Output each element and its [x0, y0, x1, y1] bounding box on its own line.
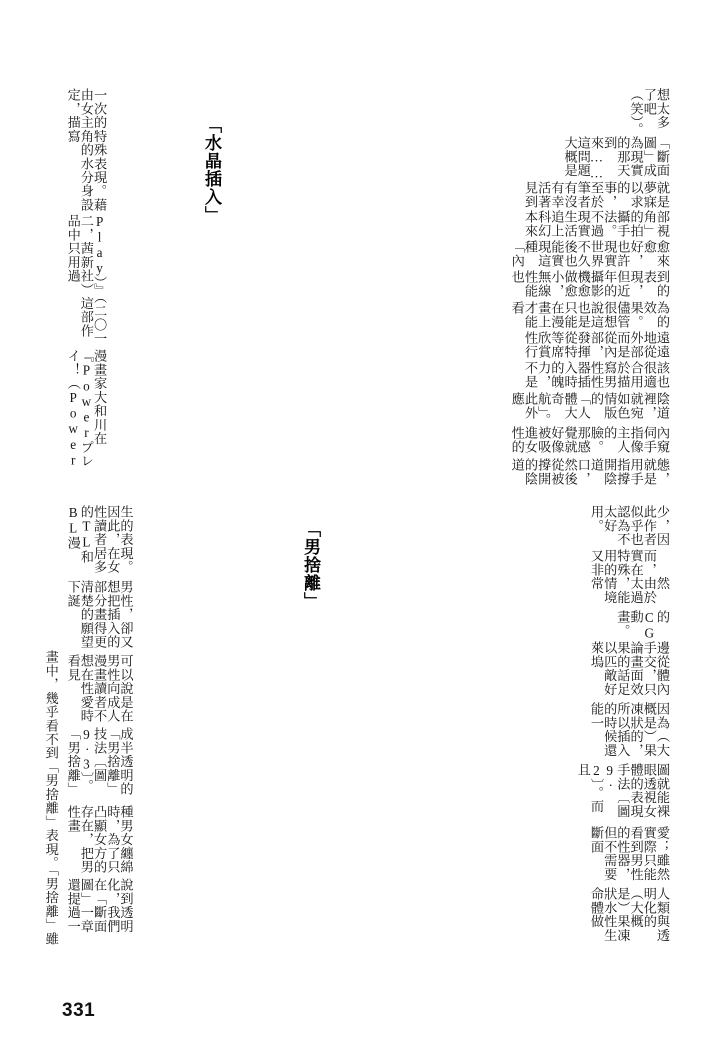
- text-column: 然而，由於實在太過特殊，能用的情境又非常: [588, 549, 670, 605]
- text-column: 成半透明的「男捨離」技法〔圖9‧3〕。「男捨離」: [65, 727, 134, 796]
- text-column: 因為（大概是）果凍狀的，所以插入的時候還能一: [588, 702, 670, 758]
- text-column: 男性，卻又想把插入的部分畫得更清楚的願望下誕: [65, 580, 134, 649]
- upper-continuation-column: [38, 505, 58, 945]
- text-column: 想太多了吧（笑）。: [628, 87, 670, 137]
- text-column: 人類與透明化的（大概是）果凍狀水性生命體做: [588, 886, 670, 942]
- lower-body-text: [570, 505, 669, 945]
- text-column: Play）』（二〇一二，茜新社）這部作品中只用過: [65, 213, 108, 346]
- text-column: 畫中，幾乎看不到「男捨離」表現。「男捨離」雖: [43, 649, 59, 945]
- text-column: 部視角」的拍攝手法。不過現實生活追上科幻本來: [522, 209, 670, 238]
- text-column: 的CG動畫。: [615, 610, 670, 642]
- section-heading-crystal-insertion: 「水晶插入」: [202, 116, 221, 225]
- text-column: 一次的特殊表現。藉由女主角的水分身設定，描寫: [65, 88, 108, 212]
- text-column: 種男女纏綿時，為了只凸顯女方的存在，把男性畫: [65, 804, 134, 874]
- upper-after-heading-text: [60, 88, 106, 488]
- text-column: 圖就能裸眼透視女體的表現手法〔圖9‧2〕。而且: [575, 762, 670, 818]
- lower-after-heading-text: [60, 505, 133, 945]
- text-column: 可以說是在男性向成人漫畫讀者不想在性愛時看見: [65, 653, 134, 723]
- text-column: 為的效果。儘管很想說這也是只能在漫畫上才能看: [509, 300, 670, 329]
- text-column: 該也很適合用於描寫男性性器插入時的魄力，不是: [522, 361, 670, 389]
- text-column: 生的表現。因此，在女性讀者居多的TL和BL漫: [65, 505, 134, 574]
- text-column: 遠遠地從外部而是從內部，發揮從特等席欣賞性行: [522, 330, 670, 359]
- text-column: 漫畫家大和川在『Powerプレイ！（Power: [65, 348, 108, 468]
- text-column: 到的表現，但近年的攝影機愈做愈小，無線性能也: [509, 270, 670, 298]
- text-column: 就是夢寐以求的事，至於筆者有沒有幸活著見到: [522, 181, 670, 209]
- text-column: 陰道裡，就宛如色情版的「人體大奇航」。此外應: [509, 391, 670, 427]
- text-column: 愛；雖然實際只能看到男性的性器，但不需要斷面: [588, 826, 670, 881]
- text-column: 少，因此作者似乎也認為不太好用。: [588, 505, 670, 547]
- text-column: 「斷面圖」成為現實的那天到來……這問題大概是: [562, 136, 670, 182]
- page-number: 331: [62, 1000, 96, 1021]
- section-heading-otoko-shari: 「男捨離」: [301, 520, 320, 611]
- text-column: 態，就是用手指撐開陰道口，然後從被撐開的陰道: [509, 457, 670, 486]
- text-column: 愈來愈好，也許現實世界不久後也能實現這種「內: [509, 240, 670, 268]
- text-column: 內窺伺手指像主人的臉。那感覺就好像被吸進女性的: [509, 426, 670, 454]
- upper-body-text: [504, 88, 669, 488]
- text-column: 說到透明化，我們在「斷面圖」一章還提過一: [65, 878, 134, 934]
- text-column: 邊從體內手交，只論畫面效果的話足以匹敵好萊塢: [588, 641, 670, 697]
